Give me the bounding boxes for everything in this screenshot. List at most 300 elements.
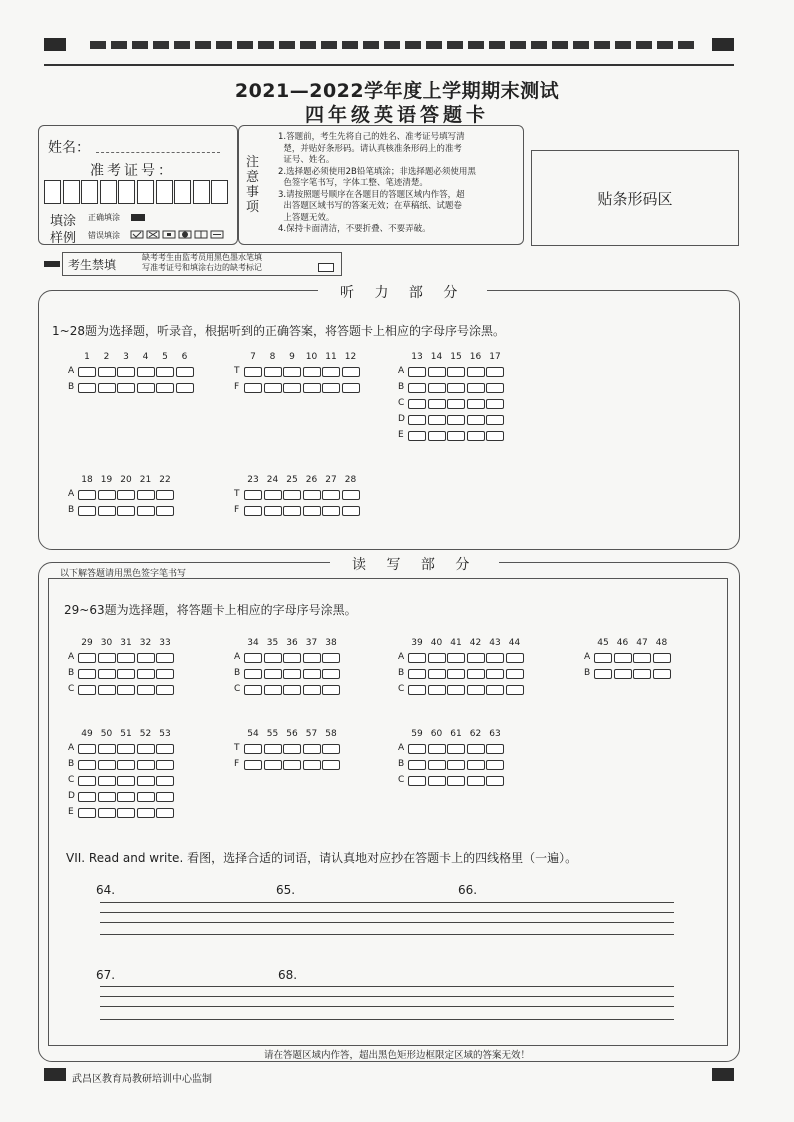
answer-bubble[interactable] [322, 367, 340, 377]
answer-bubble[interactable] [467, 744, 485, 754]
answer-bubble[interactable] [447, 685, 465, 695]
answer-bubble[interactable] [264, 383, 282, 393]
option-letter: B [68, 759, 75, 769]
answer-bubble[interactable] [283, 506, 301, 516]
answer-bubble[interactable] [428, 744, 446, 754]
answer-bubble[interactable] [447, 669, 465, 679]
exam-number-digit-box[interactable] [137, 180, 154, 204]
answer-bubble[interactable] [117, 808, 135, 818]
answer-bubble[interactable] [653, 653, 671, 663]
answer-bubble[interactable] [486, 760, 504, 770]
four-line-2d[interactable] [100, 1019, 674, 1020]
answer-bubble[interactable] [467, 431, 485, 441]
answer-bubble[interactable] [156, 669, 174, 679]
header-rule [44, 64, 734, 66]
answer-bubble[interactable] [467, 399, 485, 409]
answer-bubble[interactable] [264, 760, 282, 770]
answer-bubble[interactable] [117, 685, 135, 695]
answer-bubble[interactable] [156, 744, 174, 754]
question-number: 8 [269, 352, 276, 362]
answer-bubble[interactable] [408, 431, 426, 441]
four-line-1b[interactable] [100, 912, 674, 913]
answer-bubble[interactable] [408, 744, 426, 754]
answer-bubble[interactable] [408, 685, 426, 695]
answer-bubble[interactable] [447, 399, 465, 409]
timing-mark [636, 41, 652, 49]
answer-bubble[interactable] [283, 653, 301, 663]
answer-bubble[interactable] [408, 415, 426, 425]
answer-bubble[interactable] [408, 760, 426, 770]
answer-bubble[interactable] [428, 669, 446, 679]
question-numbers [68, 729, 176, 741]
question-number: 39 [411, 638, 423, 648]
answer-bubble[interactable] [244, 653, 262, 663]
answer-bubble[interactable] [633, 653, 651, 663]
answer-bubble[interactable] [98, 367, 116, 377]
answer-bubble[interactable] [467, 760, 485, 770]
answer-bubble[interactable] [614, 669, 632, 679]
option-letter: C [68, 684, 75, 694]
option-row-c [234, 682, 342, 698]
answer-bubble[interactable] [486, 415, 504, 425]
answer-bubble[interactable] [264, 490, 282, 500]
option-letter: A [584, 652, 591, 662]
answer-bubble[interactable] [283, 490, 301, 500]
answer-bubble[interactable] [303, 653, 321, 663]
answer-bubble[interactable] [264, 744, 282, 754]
question-number: 2 [103, 352, 110, 362]
exam-number-digit-box[interactable] [193, 180, 210, 204]
option-letter: F [234, 382, 240, 392]
option-row-a [398, 650, 525, 666]
option-row-b [398, 757, 506, 773]
answer-bubble[interactable] [264, 669, 282, 679]
answer-bubble[interactable] [244, 490, 262, 500]
option-row-t [234, 487, 361, 503]
answer-bubble[interactable] [78, 685, 96, 695]
answer-bubble[interactable] [428, 776, 446, 786]
timing-mark [216, 41, 232, 49]
answer-bubble[interactable] [264, 653, 282, 663]
answer-bubble[interactable] [322, 506, 340, 516]
answer-bubble[interactable] [447, 776, 465, 786]
answer-bubble[interactable] [117, 383, 135, 393]
label-68: 68. [278, 968, 298, 982]
notes-title [246, 155, 262, 215]
answer-bubble[interactable] [594, 653, 612, 663]
question-number: 3 [123, 352, 129, 362]
option-letter: C [398, 775, 405, 785]
timing-mark [510, 41, 526, 49]
four-line-2c[interactable] [100, 1006, 674, 1007]
answer-group-45-48 [584, 638, 672, 682]
corner-marker-bottom-right [712, 1068, 734, 1081]
question-number: 48 [655, 638, 668, 648]
notes-list [278, 132, 518, 236]
question-number: 37 [305, 638, 318, 648]
exam-number-digit-box[interactable] [174, 180, 191, 204]
answer-bubble[interactable] [156, 792, 174, 802]
answer-bubble[interactable] [486, 669, 504, 679]
question-number: 44 [508, 638, 521, 648]
answer-bubble[interactable] [98, 792, 116, 802]
question-number: 28 [344, 475, 357, 485]
answer-bubble[interactable] [98, 506, 116, 516]
answer-bubble[interactable] [428, 383, 446, 393]
answer-bubble[interactable] [486, 776, 504, 786]
answer-bubble[interactable] [78, 653, 96, 663]
answer-group-29-33 [68, 638, 176, 698]
answer-bubble[interactable] [156, 760, 174, 770]
answer-bubble[interactable] [486, 744, 504, 754]
answer-bubble[interactable] [78, 383, 96, 393]
answer-bubble[interactable] [156, 506, 174, 516]
answer-bubble[interactable] [98, 760, 116, 770]
option-letter: A [68, 366, 75, 376]
answer-bubble[interactable] [137, 744, 155, 754]
answer-bubble[interactable] [98, 744, 116, 754]
answer-bubble[interactable] [342, 383, 360, 393]
wrong-fill-label: 错误填涂 [88, 231, 120, 240]
notes-item: 色签字笔书写，字体工整、笔迹清楚。 [278, 178, 428, 188]
answer-bubble[interactable] [244, 383, 262, 393]
answer-bubble[interactable] [447, 415, 465, 425]
answer-bubble[interactable] [303, 490, 321, 500]
question-number: 55 [266, 729, 279, 739]
timing-mark [258, 41, 274, 49]
option-letter: C [68, 775, 75, 785]
answer-bubble[interactable] [98, 685, 116, 695]
answer-bubble[interactable] [283, 760, 301, 770]
answer-bubble[interactable] [408, 383, 426, 393]
answer-bubble[interactable] [78, 367, 96, 377]
listening-title: 听 力 部 分 [318, 285, 487, 301]
answer-bubble[interactable] [244, 744, 262, 754]
exam-number-digit-box[interactable] [63, 180, 80, 204]
answer-bubble[interactable] [264, 685, 282, 695]
question-number: 62 [469, 729, 482, 739]
question-number: 15 [450, 352, 462, 362]
answer-bubble[interactable] [244, 685, 262, 695]
answer-bubble[interactable] [486, 685, 504, 695]
answer-bubble[interactable] [244, 760, 262, 770]
answer-bubble[interactable] [467, 776, 485, 786]
answer-bubble[interactable] [322, 760, 340, 770]
timing-marks [90, 41, 690, 49]
answer-bubble[interactable] [137, 383, 155, 393]
answer-bubble[interactable] [303, 685, 321, 695]
four-line-2b[interactable] [100, 996, 674, 997]
option-letter: B [68, 505, 75, 515]
exam-number-digit-box[interactable] [81, 180, 98, 204]
question-number: 24 [266, 475, 279, 485]
option-row-b [584, 666, 672, 682]
answer-bubble[interactable] [428, 415, 446, 425]
answer-bubble[interactable] [342, 490, 360, 500]
answer-bubble[interactable] [506, 669, 524, 679]
option-row-d [398, 412, 506, 428]
four-line-1c[interactable] [100, 922, 674, 923]
option-letter: B [68, 382, 75, 392]
option-letter: A [398, 652, 405, 662]
name-label: 姓名： [48, 140, 90, 156]
answer-bubble[interactable] [137, 506, 155, 516]
answer-bubble[interactable] [486, 653, 504, 663]
answer-bubble[interactable] [283, 383, 301, 393]
notes-item: 楚，并贴好条形码。请认真核准条形码上的准考 [278, 143, 462, 154]
answer-bubble[interactable] [322, 685, 340, 695]
answer-bubble[interactable] [137, 792, 155, 802]
timing-mark [321, 41, 337, 49]
answer-bubble[interactable] [303, 367, 321, 377]
question-number: 7 [250, 352, 256, 362]
option-letter: C [234, 684, 241, 694]
answer-bubble[interactable] [98, 669, 116, 679]
answer-bubble[interactable] [137, 776, 155, 786]
answer-bubble[interactable] [156, 367, 174, 377]
answer-bubble[interactable] [137, 685, 155, 695]
answer-bubble[interactable] [117, 792, 135, 802]
question-number: 57 [305, 729, 318, 739]
corner-marker-top-left [44, 38, 66, 51]
timing-mark [111, 41, 127, 49]
answer-bubble[interactable] [303, 506, 321, 516]
exam-number-digit-box[interactable] [100, 180, 117, 204]
option-letter: B [398, 759, 405, 769]
answer-bubble[interactable] [408, 399, 426, 409]
answer-bubble[interactable] [78, 744, 96, 754]
answer-bubble[interactable] [614, 653, 632, 663]
four-line-1d[interactable] [100, 934, 674, 935]
option-row-t [234, 741, 342, 757]
answer-bubble[interactable] [322, 653, 340, 663]
answer-bubble[interactable] [244, 506, 262, 516]
answer-group-54-58 [234, 729, 342, 773]
answer-bubble[interactable] [283, 367, 301, 377]
answer-bubble[interactable] [447, 383, 465, 393]
option-letter: A [68, 652, 75, 662]
question-number: 52 [139, 729, 152, 739]
exam-number-digit-box[interactable] [156, 180, 173, 204]
answer-bubble[interactable] [303, 760, 321, 770]
fill-sample-label-1: 填涂 [50, 214, 77, 229]
answer-bubble[interactable] [408, 776, 426, 786]
answer-bubble[interactable] [176, 383, 194, 393]
answer-bubble[interactable] [408, 367, 426, 377]
timing-mark [594, 41, 610, 49]
answer-bubble[interactable] [486, 383, 504, 393]
answer-bubble[interactable] [156, 653, 174, 663]
answer-bubble[interactable] [78, 776, 96, 786]
exam-number-digit-box[interactable] [211, 180, 228, 204]
answer-bubble[interactable] [428, 367, 446, 377]
answer-bubble[interactable] [78, 490, 96, 500]
notes-item: 3.请按照题号顺序在各题目的答题区域内作答，超 [278, 189, 465, 200]
answer-bubble[interactable] [428, 760, 446, 770]
four-line-1a[interactable] [100, 902, 674, 903]
answer-bubble[interactable] [447, 653, 465, 663]
answer-bubble[interactable] [428, 399, 446, 409]
label-65: 65. [276, 883, 296, 897]
question-number: 56 [286, 729, 298, 739]
answer-bubble[interactable] [633, 669, 651, 679]
option-letter: A [234, 652, 241, 662]
option-letter: C [398, 398, 405, 408]
answer-bubble[interactable] [78, 669, 96, 679]
answer-bubble[interactable] [486, 431, 504, 441]
answer-bubble[interactable] [303, 744, 321, 754]
answer-bubble[interactable] [283, 685, 301, 695]
option-row-c [398, 682, 525, 698]
absent-mark-box[interactable] [318, 263, 334, 272]
answer-bubble[interactable] [98, 490, 116, 500]
answer-bubble[interactable] [137, 653, 155, 663]
timing-mark [573, 41, 589, 49]
question-numbers [68, 352, 195, 364]
answer-bubble[interactable] [117, 760, 135, 770]
forbidden-line-2: 写准考证号和填涂右边的缺考标记 [142, 263, 262, 272]
forbidden-marker [44, 261, 60, 267]
name-field[interactable] [96, 152, 220, 153]
answer-bubble[interactable] [467, 367, 485, 377]
answer-group-34-38 [234, 638, 342, 698]
answer-bubble[interactable] [283, 744, 301, 754]
answer-bubble[interactable] [467, 415, 485, 425]
answer-bubble[interactable] [98, 383, 116, 393]
answer-bubble[interactable] [117, 669, 135, 679]
question-numbers [584, 638, 672, 650]
answer-group-59-63 [398, 729, 506, 789]
answer-bubble[interactable] [117, 744, 135, 754]
answer-bubble[interactable] [78, 808, 96, 818]
exam-number-digit-box[interactable] [44, 180, 61, 204]
answer-bubble[interactable] [244, 367, 262, 377]
wrong-fill-samples [130, 230, 226, 242]
answer-bubble[interactable] [322, 669, 340, 679]
exam-number-boxes[interactable] [44, 180, 234, 204]
answer-bubble[interactable] [264, 367, 282, 377]
timing-mark [384, 41, 400, 49]
answer-bubble[interactable] [117, 776, 135, 786]
answer-bubble[interactable] [322, 383, 340, 393]
timing-mark [678, 41, 694, 49]
answer-bubble[interactable] [322, 744, 340, 754]
option-row-a [584, 650, 672, 666]
answer-bubble[interactable] [486, 399, 504, 409]
question-number: 32 [139, 638, 152, 648]
answer-bubble[interactable] [137, 808, 155, 818]
answer-bubble[interactable] [303, 383, 321, 393]
notes-title-char: 意 [246, 170, 260, 185]
answer-bubble[interactable] [117, 367, 135, 377]
answer-bubble[interactable] [428, 431, 446, 441]
question-number: 18 [81, 475, 93, 485]
page-title: 2021—2022学年度上学期期末测试 [234, 80, 560, 102]
answer-bubble[interactable] [137, 367, 155, 377]
answer-bubble[interactable] [264, 506, 282, 516]
question-number: 14 [430, 352, 443, 362]
question-number: 61 [450, 729, 462, 739]
question-number: 13 [411, 352, 423, 362]
answer-bubble[interactable] [78, 760, 96, 770]
answer-bubble[interactable] [117, 653, 135, 663]
question-number: 46 [616, 638, 629, 648]
answer-bubble[interactable] [176, 367, 194, 377]
answer-bubble[interactable] [156, 490, 174, 500]
answer-bubble[interactable] [117, 506, 135, 516]
answer-bubble[interactable] [303, 669, 321, 679]
answer-bubble[interactable] [322, 490, 340, 500]
timing-mark [132, 41, 148, 49]
correct-fill-label: 正确填涂 [88, 213, 120, 222]
notes-item: 4.保持卡面清洁，不要折叠、不要弄破。 [278, 224, 431, 234]
answer-bubble[interactable] [447, 760, 465, 770]
answer-bubble[interactable] [506, 653, 524, 663]
question-number: 21 [139, 475, 152, 485]
answer-bubble[interactable] [156, 383, 174, 393]
answer-bubble[interactable] [117, 490, 135, 500]
question-number: 4 [142, 352, 149, 362]
answer-bubble[interactable] [447, 431, 465, 441]
answer-bubble[interactable] [486, 367, 504, 377]
answer-bubble[interactable] [137, 760, 155, 770]
answer-bubble[interactable] [342, 506, 360, 516]
answer-bubble[interactable] [156, 808, 174, 818]
answer-bubble[interactable] [342, 367, 360, 377]
answer-bubble[interactable] [408, 653, 426, 663]
notes-item: 证号、姓名。 [278, 155, 335, 165]
option-row-a [398, 741, 506, 757]
timing-mark [363, 41, 379, 49]
reading-title: 读 写 部 分 [330, 557, 499, 573]
answer-bubble[interactable] [467, 383, 485, 393]
answer-bubble[interactable] [98, 808, 116, 818]
answer-bubble[interactable] [594, 669, 612, 679]
option-letter: B [398, 668, 405, 678]
four-line-2a[interactable] [100, 986, 674, 987]
option-letter: A [68, 743, 75, 753]
option-row-b [68, 666, 176, 682]
answer-bubble[interactable] [98, 653, 116, 663]
answer-bubble[interactable] [447, 744, 465, 754]
option-letter: A [398, 366, 405, 376]
answer-bubble[interactable] [137, 490, 155, 500]
answer-bubble[interactable] [428, 653, 446, 663]
exam-number-digit-box[interactable] [118, 180, 135, 204]
answer-bubble[interactable] [467, 669, 485, 679]
answer-bubble[interactable] [506, 685, 524, 695]
answer-bubble[interactable] [78, 506, 96, 516]
answer-bubble[interactable] [447, 367, 465, 377]
question-number: 25 [286, 475, 298, 485]
answer-bubble[interactable] [428, 685, 446, 695]
answer-bubble[interactable] [78, 792, 96, 802]
question-number: 31 [120, 638, 132, 648]
answer-bubble[interactable] [244, 669, 262, 679]
option-row-d [68, 789, 176, 805]
answer-bubble[interactable] [408, 669, 426, 679]
reading-title-wrap [330, 554, 499, 574]
answer-bubble[interactable] [283, 669, 301, 679]
answer-bubble[interactable] [156, 776, 174, 786]
answer-bubble[interactable] [467, 685, 485, 695]
answer-bubble[interactable] [98, 776, 116, 786]
answer-bubble[interactable] [137, 669, 155, 679]
option-letter: B [398, 382, 405, 392]
answer-bubble[interactable] [653, 669, 671, 679]
answer-bubble[interactable] [156, 685, 174, 695]
answer-bubble[interactable] [467, 653, 485, 663]
